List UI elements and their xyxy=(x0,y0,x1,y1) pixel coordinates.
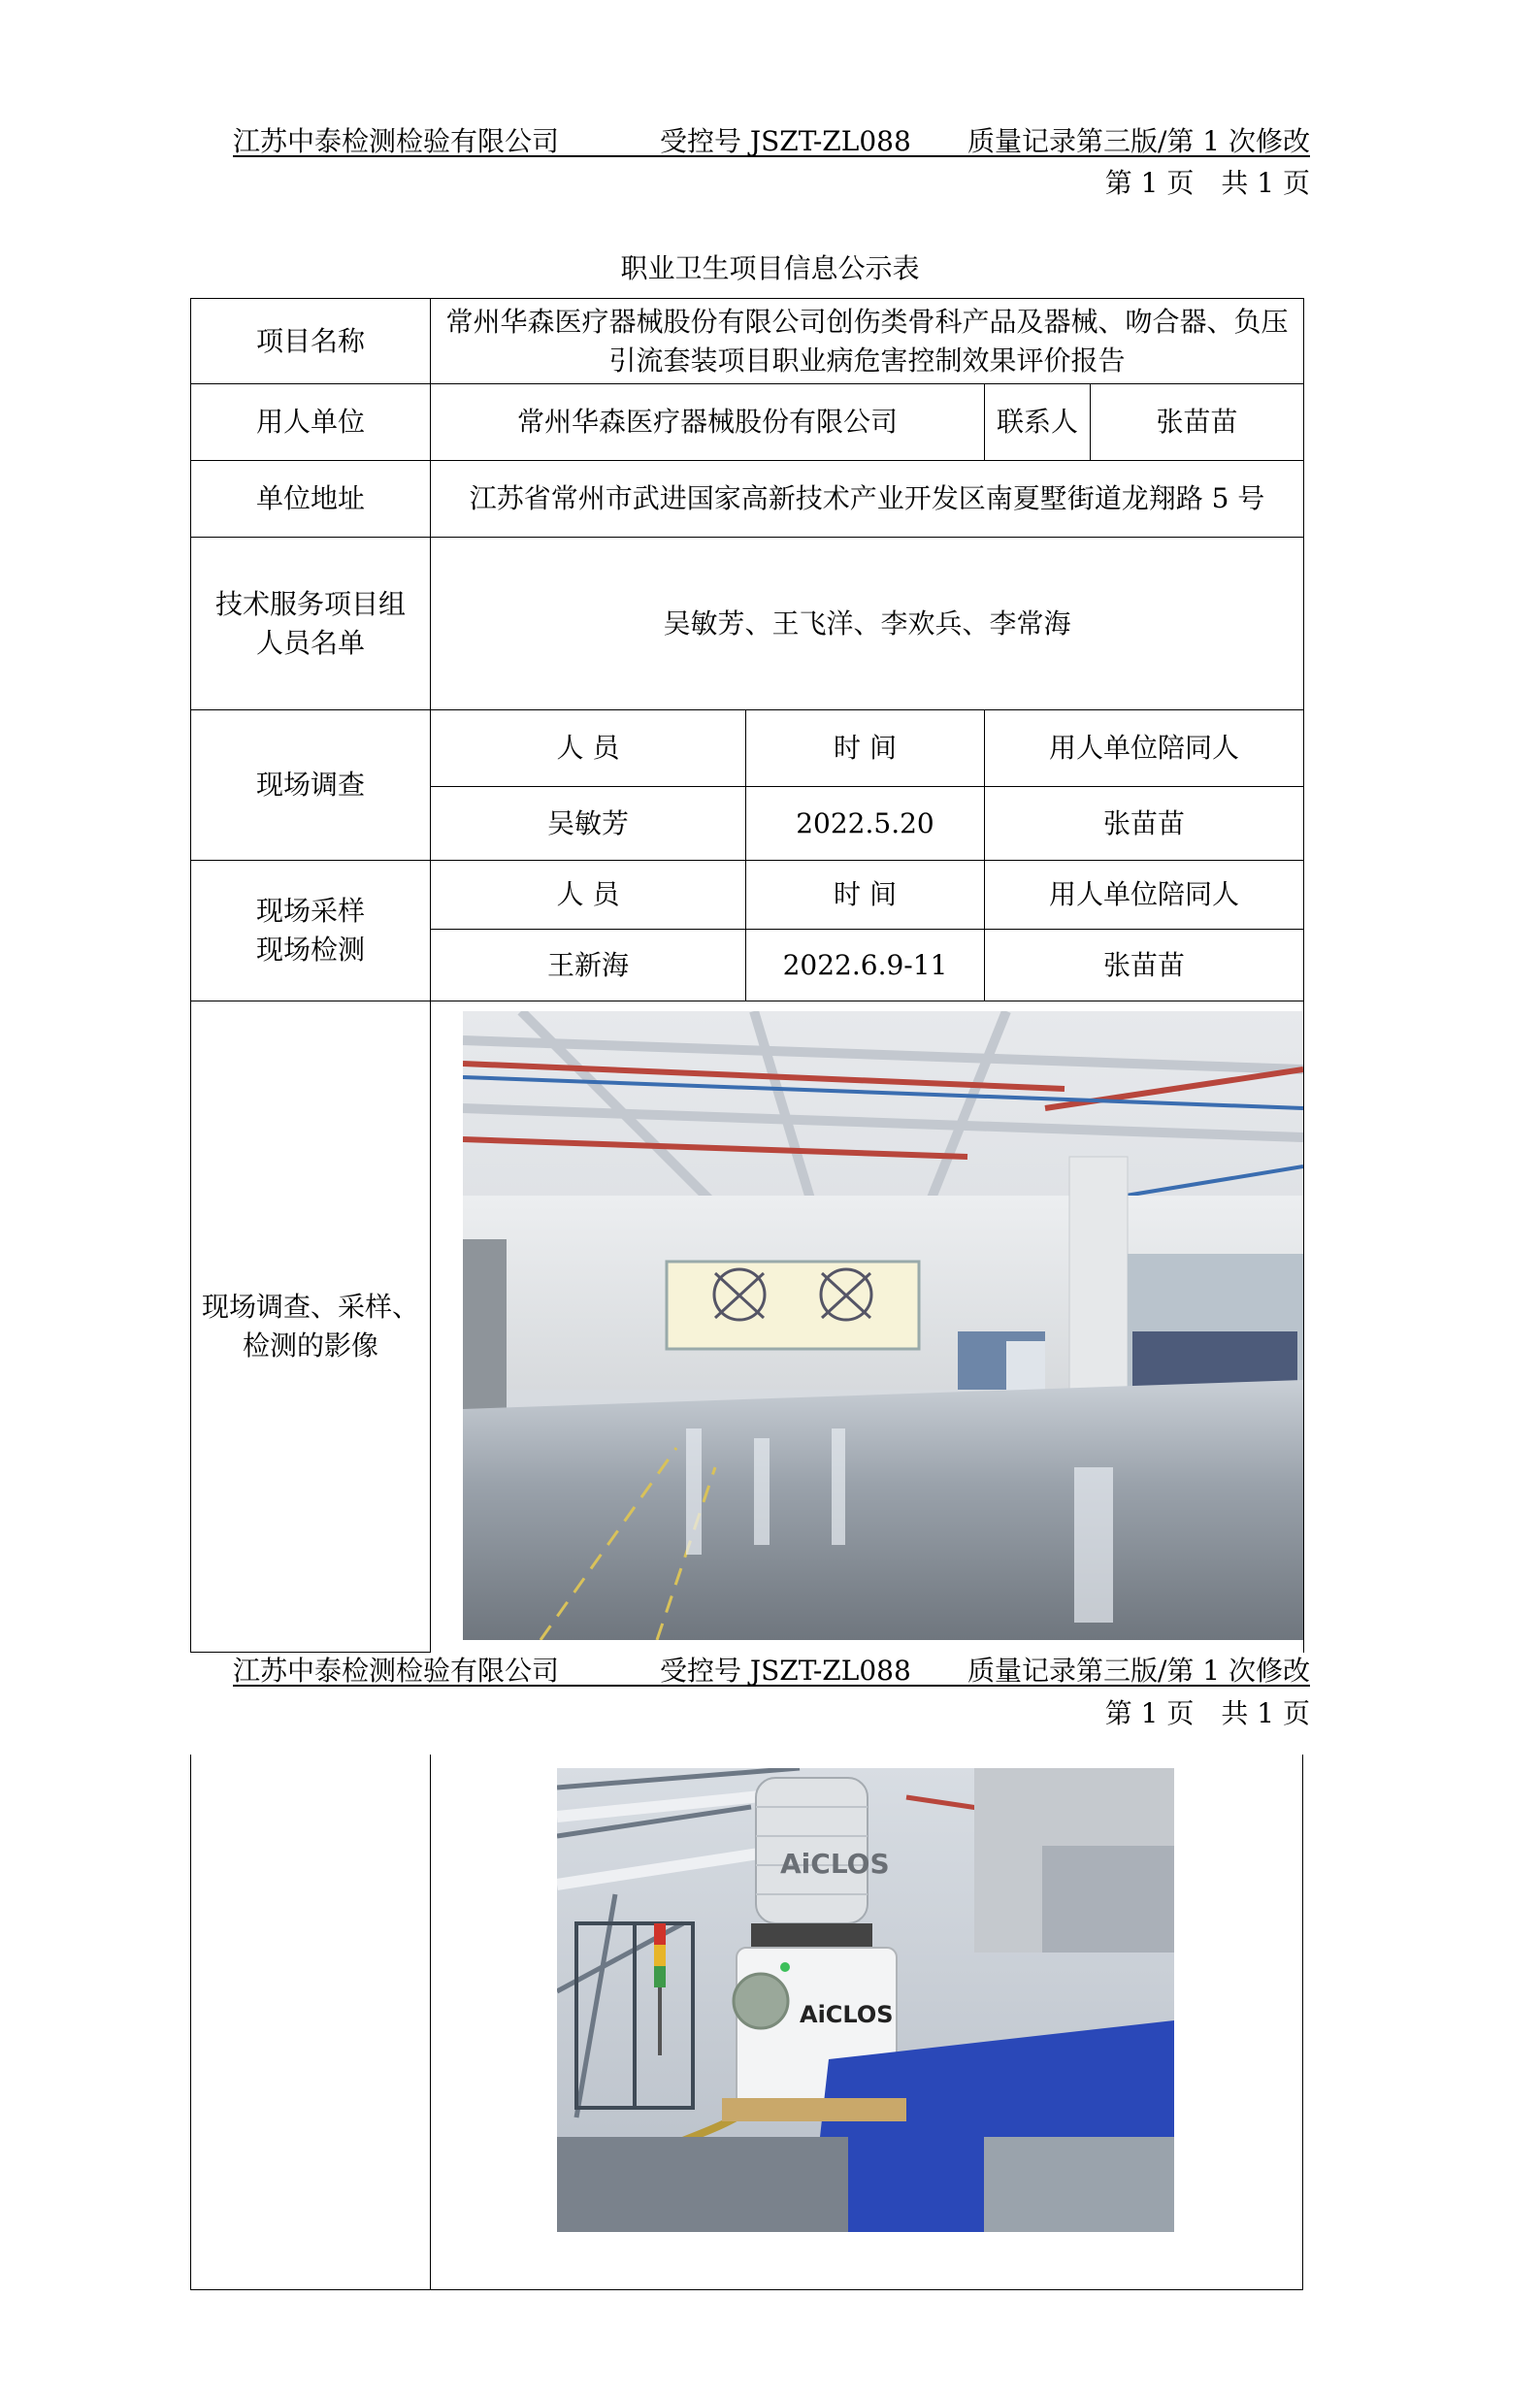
sampling-label-line2: 现场检测 xyxy=(255,934,365,966)
row-team xyxy=(191,538,1304,710)
page-number xyxy=(1105,162,1310,201)
survey-label: 现场调查 xyxy=(191,710,431,861)
sampling-col-person: 人 员 xyxy=(431,861,746,930)
header-control-no: 受控号 JSZT-ZL088 xyxy=(660,125,911,157)
sampling-label xyxy=(191,861,431,1001)
row-address xyxy=(191,461,1304,538)
contact-value: 张苗苗 xyxy=(1091,384,1304,461)
frame-left-border xyxy=(190,1755,191,2290)
equipment-photo-image xyxy=(557,1768,1174,2232)
contact-label: 联系人 xyxy=(985,384,1091,461)
team-label xyxy=(191,538,431,710)
team-label-line2: 人员名单 xyxy=(255,626,365,659)
page-header xyxy=(233,120,1310,157)
survey-person: 吴敏芳 xyxy=(431,787,746,861)
frame-bottom-border xyxy=(190,2289,1303,2290)
images-label xyxy=(191,1001,431,1653)
address-value: 江苏省常州市武进国家高新技术产业开发区南夏墅街道龙翔路 5 号 xyxy=(431,461,1304,538)
project-name-value xyxy=(431,299,1304,384)
row-survey-header xyxy=(191,710,1304,787)
images-label-line1: 现场调查、采样、 xyxy=(201,1291,419,1323)
header2-record-version: 质量记录第三版/第 1 次修改 xyxy=(967,1655,1310,1687)
project-info-table xyxy=(190,298,1304,1653)
workshop-photo-image xyxy=(463,1011,1303,1640)
site-photo-workshop xyxy=(463,1011,1303,1640)
sampling-person: 王新海 xyxy=(431,930,746,1001)
survey-col-escort: 用人单位陪同人 xyxy=(985,710,1304,787)
row-project-name xyxy=(191,299,1304,384)
header2-control-no: 受控号 JSZT-ZL088 xyxy=(660,1655,911,1687)
page-header-2 xyxy=(233,1650,1310,1687)
employer-label: 用人单位 xyxy=(191,384,431,461)
page-number-2 xyxy=(1105,1692,1310,1731)
address-label: 单位地址 xyxy=(191,461,431,538)
project-name-line1: 常州华森医疗器械股份有限公司创伤类骨科产品及器械、吻合器、负压 xyxy=(445,305,1289,338)
page2-current: 第 1 页 xyxy=(1104,1697,1195,1729)
employer-value: 常州华森医疗器械股份有限公司 xyxy=(431,384,985,461)
frame-middle-border xyxy=(430,1755,431,2290)
page-total: 共 1 页 xyxy=(1221,167,1310,199)
page-current: 第 1 页 xyxy=(1104,167,1195,199)
row-sampling-header xyxy=(191,861,1304,930)
survey-col-person: 人 员 xyxy=(431,710,746,787)
images-cell xyxy=(431,1001,1304,1653)
site-photo-equipment xyxy=(557,1768,1174,2232)
survey-time: 2022.5.20 xyxy=(746,787,985,861)
images-label-line2: 检测的影像 xyxy=(242,1329,378,1362)
project-name-line2: 引流套装项目职业病危害控制效果评价报告 xyxy=(608,344,1126,377)
header-company: 江苏中泰检测检验有限公司 xyxy=(233,125,560,157)
sampling-escort: 张苗苗 xyxy=(985,930,1304,1001)
header2-company: 江苏中泰检测检验有限公司 xyxy=(233,1655,560,1687)
sampling-time: 2022.6.9-11 xyxy=(746,930,985,1001)
page2-total: 共 1 页 xyxy=(1221,1697,1310,1729)
frame-right-border xyxy=(1302,1755,1303,2290)
survey-col-time: 时 间 xyxy=(746,710,985,787)
row-images xyxy=(191,1001,1304,1653)
cartridge-brand-text: AiCLOS xyxy=(780,1848,890,1880)
sampling-label-line1: 现场采样 xyxy=(255,895,365,927)
row-employer xyxy=(191,384,1304,461)
sampling-col-escort: 用人单位陪同人 xyxy=(985,861,1304,930)
survey-escort: 张苗苗 xyxy=(985,787,1304,861)
team-label-line1: 技术服务项目组 xyxy=(214,587,406,620)
sampling-col-time: 时 间 xyxy=(746,861,985,930)
document-title: 职业卫生项目信息公示表 xyxy=(620,252,920,284)
team-value: 吴敏芳、王飞洋、李欢兵、李常海 xyxy=(431,538,1304,710)
unit-brand-text: AiCLOS xyxy=(800,2001,894,2028)
header-record-version: 质量记录第三版/第 1 次修改 xyxy=(967,125,1310,157)
project-name-label: 项目名称 xyxy=(191,299,431,384)
